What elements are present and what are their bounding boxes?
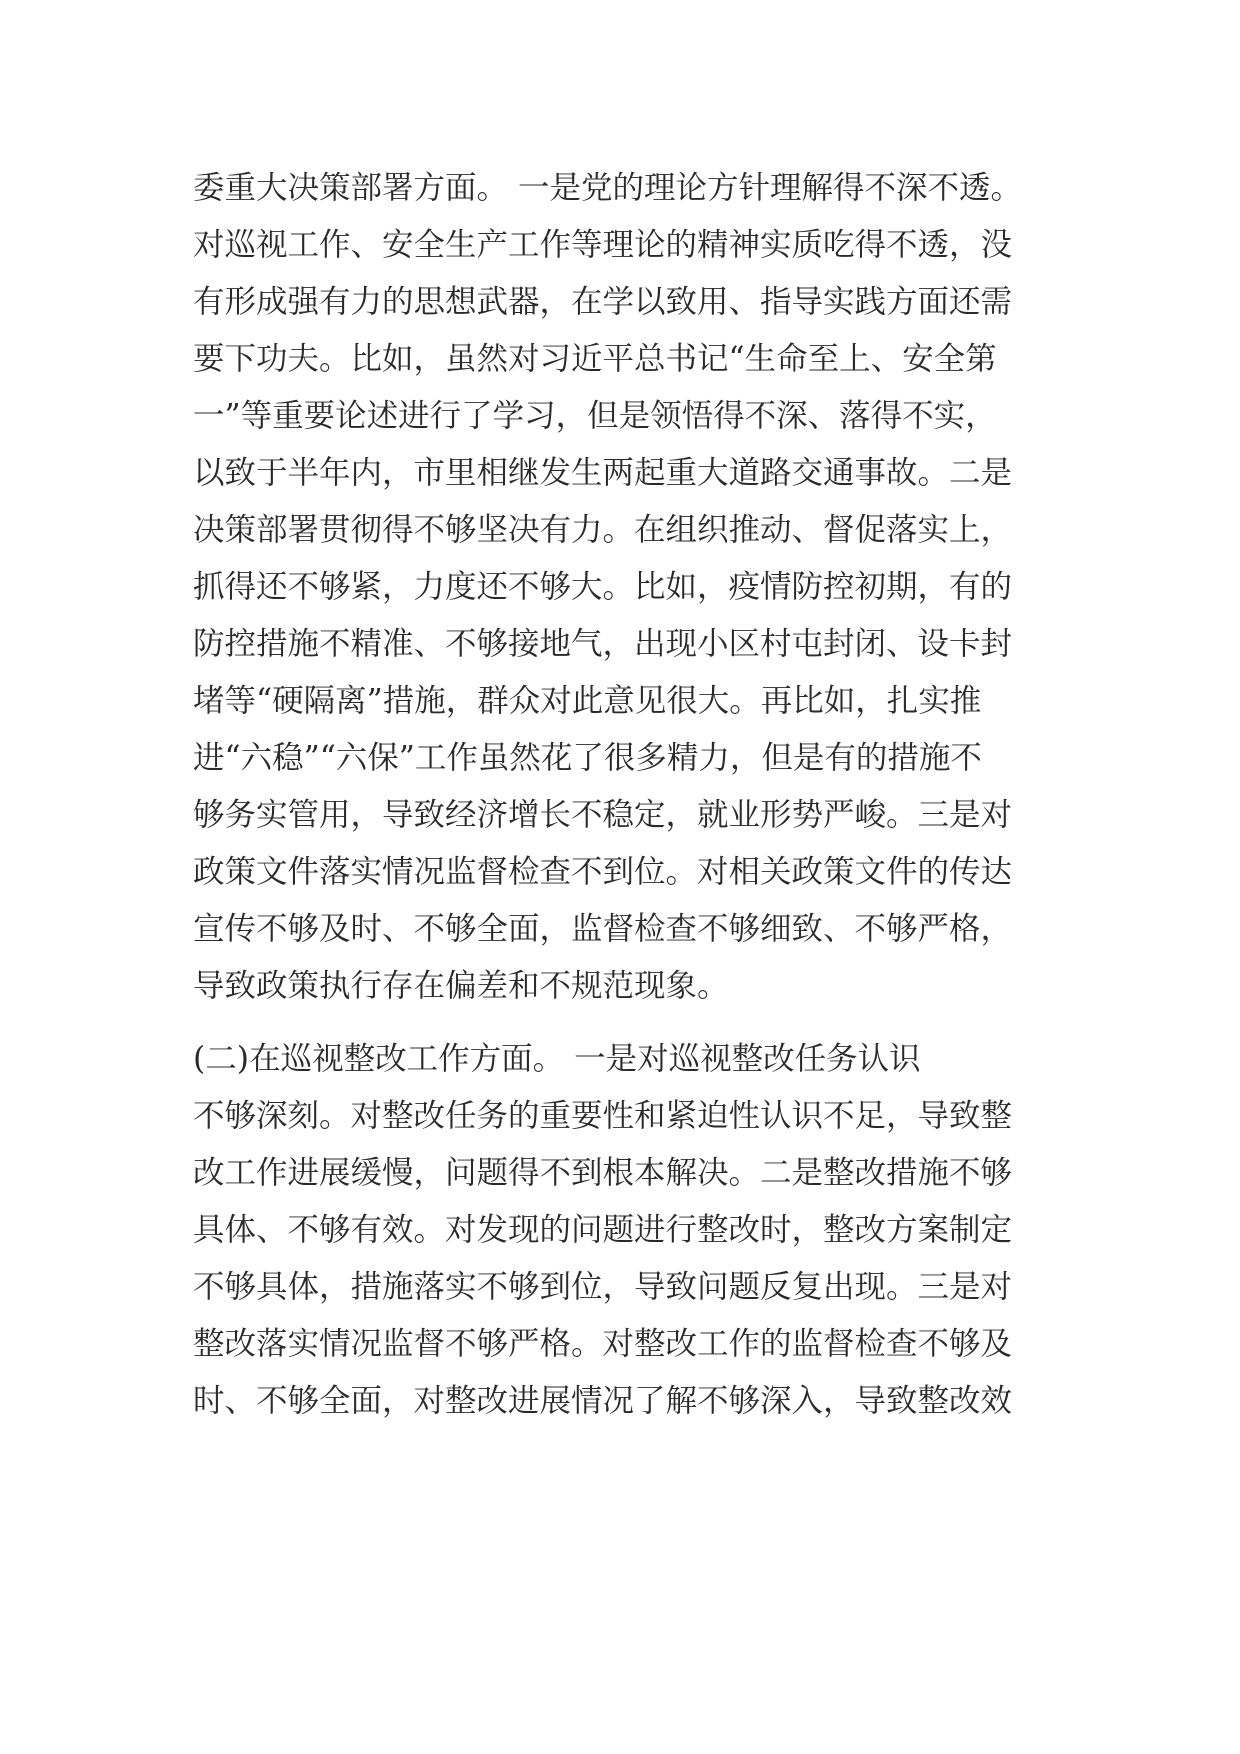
document-body [193,160,1063,1430]
paragraph-2 [193,1031,1063,1430]
paragraph-line: 导致政策执行存在偏差和不规范现象。 [193,968,729,1004]
paragraph-line: 不够深刻。对整改任务的重要性和紧迫性认识不足，导致整 [193,1098,1013,1134]
paragraph-line: 一”等重要论述进行了学习，但是领悟得不深、落得不实， [193,398,997,434]
paragraph-line: 堵等“硬隔离”措施，群众对此意见很大。再比如，扎实推 [193,683,982,719]
paragraph-line: 时、不够全面，对整改进展情况了解不够深入，导致整改效 [193,1383,1013,1419]
paragraph-line: 有形成强有力的思想武器，在学以致用、指导实践方面还需 [193,284,1013,320]
paragraph-line: 政策文件落实情况监督检查不到位。对相关政策文件的传达 [193,854,1013,890]
paragraph-line: 宣传不够及时、不够全面，监督检查不够细致、不够严格， [193,911,1013,947]
paragraph-line: 抓得还不够紧，力度还不够大。比如，疫情防控初期，有的 [193,569,1013,605]
paragraph-line: 要下功夫。比如，虽然对习近平总书记“生命至上、安全第 [193,341,997,377]
paragraph-line: 够务实管用，导致经济增长不稳定，就业形势严峻。三是对 [193,797,1013,833]
paragraph-line: 以致于半年内，市里相继发生两起重大道路交通事故。二是 [193,455,1013,491]
paragraph-line: 改工作进展缓慢，问题得不到根本解决。二是整改措施不够 [193,1155,1013,1191]
paragraph-line: 防控措施不精准、不够接地气，出现小区村屯封闭、设卡封 [193,626,1013,662]
paragraph-line: 不够具体，措施落实不够到位，导致问题反复出现。三是对 [193,1269,1013,1305]
paragraph-line: (二)在巡视整改工作方面。 一是对巡视整改任务认识 [193,1041,921,1077]
paragraph-line: 整改落实情况监督不够严格。对整改工作的监督检查不够及 [193,1326,1013,1362]
paragraph-line: 对巡视工作、安全生产工作等理论的精神实质吃得不透，没 [193,227,1013,263]
paragraph-line: 具体、不够有效。对发现的问题进行整改时，整改方案制定 [193,1212,1013,1248]
paragraph-line: 决策部署贯彻得不够坚决有力。在组织推动、督促落实上， [193,512,1013,548]
paragraph-line: 进“六稳”“六保”工作虽然花了很多精力，但是有的措施不 [193,740,982,776]
paragraph-line: 委重大决策部署方面。 一是党的理论方针理解得不深不透。 [193,170,1023,206]
paragraph-spacer [193,1015,1063,1031]
paragraph-1 [193,160,1063,1015]
